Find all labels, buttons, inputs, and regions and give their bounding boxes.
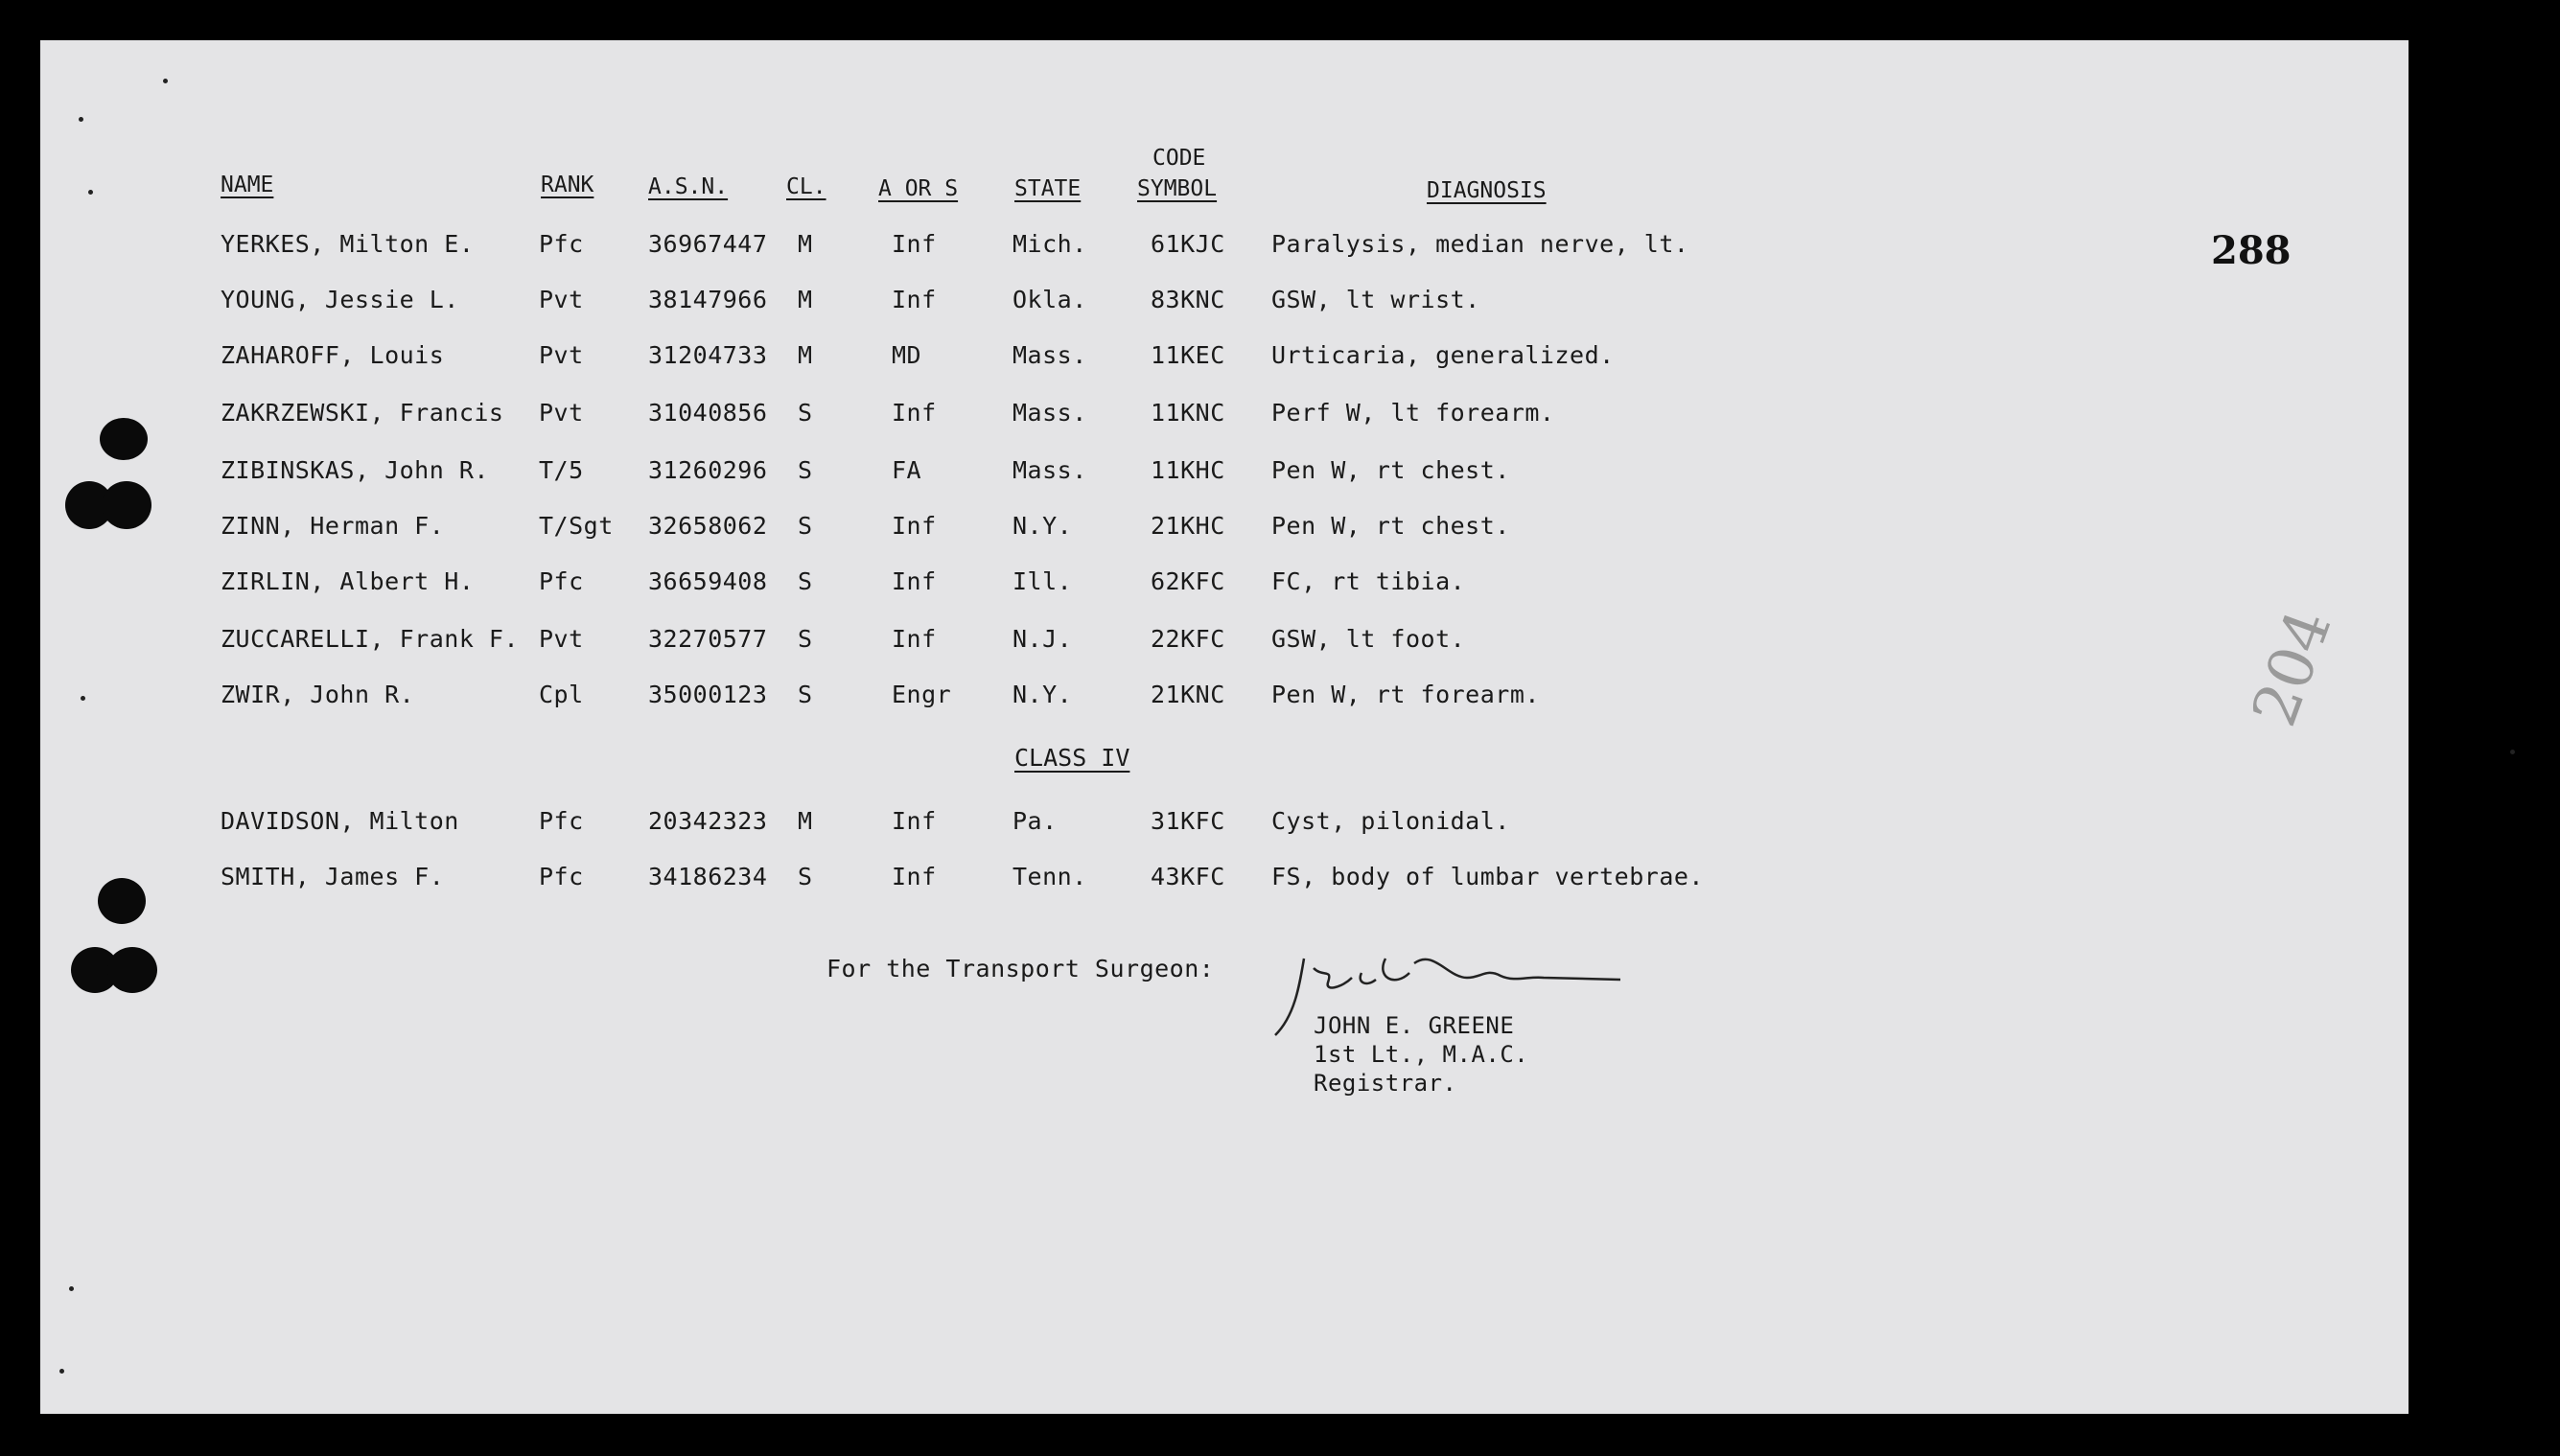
- header-rank: RANK: [541, 173, 594, 197]
- cell-cl: M: [798, 230, 813, 258]
- signatory-title: Registrar.: [1314, 1070, 1457, 1097]
- cell-code: 11KHC: [1151, 456, 1225, 484]
- cell-asn: 36967447: [648, 230, 768, 258]
- for-transport-surgeon-line: For the Transport Surgeon:: [826, 955, 1215, 982]
- cell-rank: Pvt: [539, 399, 584, 427]
- cell-aors: MD: [892, 341, 922, 369]
- cell-rank: Pvt: [539, 286, 584, 313]
- cell-aors: Inf: [892, 512, 937, 540]
- table-row: [0, 230, 2560, 268]
- cell-code: 43KFC: [1151, 863, 1225, 890]
- header-name: NAME: [221, 173, 274, 197]
- cell-aors: Inf: [892, 286, 937, 313]
- cell-code: 31KFC: [1151, 807, 1225, 835]
- cell-asn: 31040856: [648, 399, 768, 427]
- cell-cl: S: [798, 456, 813, 484]
- cell-rank: Pfc: [539, 863, 584, 890]
- cell-cl: S: [798, 567, 813, 595]
- cell-aors: Inf: [892, 399, 937, 427]
- table-row: [0, 341, 2560, 380]
- cell-name: SMITH, James F.: [221, 863, 445, 890]
- cell-cl: S: [798, 625, 813, 653]
- cell-rank: Pfc: [539, 807, 584, 835]
- cell-code: 83KNC: [1151, 286, 1225, 313]
- cell-state: N.J.: [1012, 625, 1073, 653]
- cell-name: ZWIR, John R.: [221, 681, 415, 708]
- cell-diagnosis: Urticaria, generalized.: [1271, 341, 1615, 369]
- cell-rank: T/5: [539, 456, 584, 484]
- cell-code: 11KEC: [1151, 341, 1225, 369]
- cell-rank: T/Sgt: [539, 512, 614, 540]
- cell-name: YERKES, Milton E.: [221, 230, 475, 258]
- page-number: 288: [2211, 228, 2292, 273]
- dust-speck: [79, 117, 83, 122]
- cell-aors: Engr: [892, 681, 952, 708]
- cell-asn: 32270577: [648, 625, 768, 653]
- cell-name: ZUCCARELLI, Frank F.: [221, 625, 520, 653]
- header-symbol: SYMBOL: [1137, 176, 1218, 201]
- cell-code: 21KHC: [1151, 512, 1225, 540]
- cell-state: Mass.: [1012, 399, 1087, 427]
- cell-code: 21KNC: [1151, 681, 1225, 708]
- cell-asn: 31260296: [648, 456, 768, 484]
- table-row: [0, 681, 2560, 719]
- cell-state: Mass.: [1012, 341, 1087, 369]
- cell-rank: Pfc: [539, 567, 584, 595]
- cell-rank: Pfc: [539, 230, 584, 258]
- table-row: [0, 456, 2560, 495]
- cell-aors: Inf: [892, 230, 937, 258]
- cell-name: ZAKRZEWSKI, Francis: [221, 399, 504, 427]
- cell-cl: S: [798, 681, 813, 708]
- cell-diagnosis: Pen W, rt forearm.: [1271, 681, 1540, 708]
- table-row: [0, 399, 2560, 437]
- cell-code: 62KFC: [1151, 567, 1225, 595]
- cell-asn: 34186234: [648, 863, 768, 890]
- cell-cl: S: [798, 512, 813, 540]
- class-heading: CLASS IV: [1014, 744, 1130, 772]
- table-row: [0, 863, 2560, 901]
- dust-speck: [88, 190, 93, 195]
- cell-rank: Pvt: [539, 625, 584, 653]
- header-code: CODE: [1152, 146, 1206, 171]
- cell-state: Mich.: [1012, 230, 1087, 258]
- punch-hole: [107, 947, 157, 993]
- header-asn: A.S.N.: [648, 174, 729, 199]
- cell-diagnosis: Pen W, rt chest.: [1271, 456, 1510, 484]
- table-row: [0, 807, 2560, 845]
- table-row: [0, 512, 2560, 550]
- cell-aors: Inf: [892, 807, 937, 835]
- cell-code: 22KFC: [1151, 625, 1225, 653]
- table-row: [0, 625, 2560, 663]
- cell-name: ZIRLIN, Albert H.: [221, 567, 475, 595]
- cell-asn: 35000123: [648, 681, 768, 708]
- cell-state: Pa.: [1012, 807, 1058, 835]
- cell-name: ZIBINSKAS, John R.: [221, 456, 489, 484]
- cell-diagnosis: GSW, lt wrist.: [1271, 286, 1480, 313]
- cell-state: Tenn.: [1012, 863, 1087, 890]
- cell-name: YOUNG, Jessie L.: [221, 286, 459, 313]
- cell-name: ZINN, Herman F.: [221, 512, 445, 540]
- cell-cl: S: [798, 399, 813, 427]
- cell-aors: Inf: [892, 863, 937, 890]
- table-row: [0, 286, 2560, 324]
- cell-code: 61KJC: [1151, 230, 1225, 258]
- header-cl: CL.: [786, 174, 826, 199]
- cell-diagnosis: Perf W, lt forearm.: [1271, 399, 1555, 427]
- cell-rank: Pvt: [539, 341, 584, 369]
- cell-rank: Cpl: [539, 681, 584, 708]
- cell-asn: 32658062: [648, 512, 768, 540]
- cell-diagnosis: Cyst, pilonidal.: [1271, 807, 1510, 835]
- header-diagnosis: DIAGNOSIS: [1427, 178, 1547, 203]
- cell-state: N.Y.: [1012, 681, 1073, 708]
- cell-asn: 36659408: [648, 567, 768, 595]
- header-a-or-s: A OR S: [878, 176, 959, 201]
- cell-state: Mass.: [1012, 456, 1087, 484]
- dust-speck: [59, 1369, 64, 1374]
- cell-asn: 31204733: [648, 341, 768, 369]
- cell-diagnosis: Paralysis, median nerve, lt.: [1271, 230, 1689, 258]
- cell-name: DAVIDSON, Milton: [221, 807, 459, 835]
- dust-speck: [2510, 750, 2515, 754]
- cell-state: N.Y.: [1012, 512, 1073, 540]
- cell-cl: M: [798, 807, 813, 835]
- cell-diagnosis: FC, rt tibia.: [1271, 567, 1466, 595]
- signatory-name: JOHN E. GREENE: [1314, 1012, 1515, 1039]
- cell-cl: M: [798, 286, 813, 313]
- cell-aors: FA: [892, 456, 922, 484]
- cell-cl: S: [798, 863, 813, 890]
- cell-diagnosis: Pen W, rt chest.: [1271, 512, 1510, 540]
- dust-speck: [69, 1286, 74, 1291]
- cell-diagnosis: FS, body of lumbar vertebrae.: [1271, 863, 1704, 890]
- dust-speck: [163, 79, 168, 83]
- cell-aors: Inf: [892, 625, 937, 653]
- margin-note: 204: [2239, 600, 2346, 736]
- signatory-rank: 1st Lt., M.A.C.: [1314, 1041, 1529, 1068]
- cell-asn: 20342323: [648, 807, 768, 835]
- cell-state: Ill.: [1012, 567, 1073, 595]
- header-state: STATE: [1014, 176, 1082, 201]
- cell-diagnosis: GSW, lt foot.: [1271, 625, 1466, 653]
- cell-aors: Inf: [892, 567, 937, 595]
- table-row: [0, 567, 2560, 606]
- cell-cl: M: [798, 341, 813, 369]
- cell-code: 11KNC: [1151, 399, 1225, 427]
- cell-asn: 38147966: [648, 286, 768, 313]
- cell-name: ZAHAROFF, Louis: [221, 341, 445, 369]
- cell-state: Okla.: [1012, 286, 1087, 313]
